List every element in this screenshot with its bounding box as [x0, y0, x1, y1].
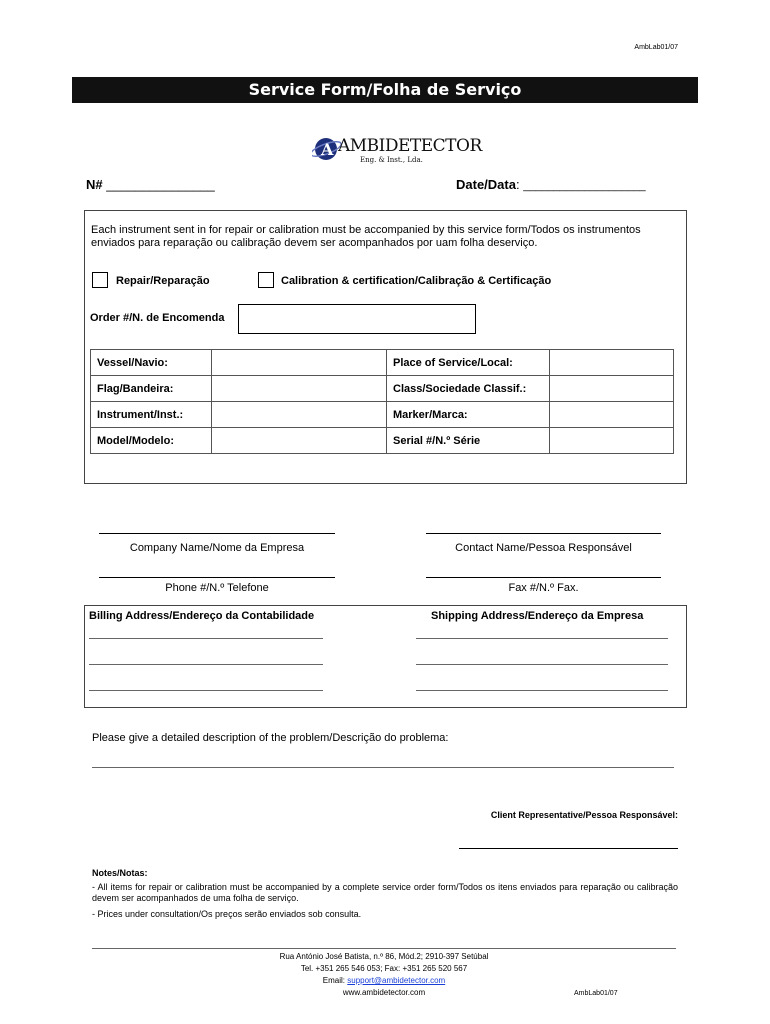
footer-email-label: Email:: [322, 976, 348, 985]
table-row: [91, 402, 674, 428]
billing-line-3[interactable]: [89, 690, 323, 691]
order-input[interactable]: [238, 304, 476, 334]
footer-address: Rua António José Batista, n.º 86, Mód.2; 2910-397 Setúbal: [279, 952, 489, 961]
problem-description-label: Please give a detailed description of the problem/Descrição do problema:: [92, 732, 449, 744]
intro-text: Each instrument sent in for repair or calibration must be accompanied by this service form/Todos os instrumentos enviados para reparação ou calibração devem ser acompanhados por uam folha deserviço.: [91, 224, 641, 249]
number-label: N#: [86, 177, 103, 192]
table-row: [91, 428, 674, 454]
problem-description-line[interactable]: [92, 767, 674, 768]
repair-checkbox[interactable]: [92, 272, 108, 288]
contact-name-line[interactable]: [426, 533, 661, 534]
instrument-label: Instrument/Inst.:: [91, 402, 212, 428]
footer-divider: [92, 948, 676, 949]
svg-text:A: A: [321, 140, 334, 159]
date-label: Date/Data: [456, 177, 516, 192]
date-value[interactable]: ____________________: [523, 180, 646, 192]
marker-label: Marker/Marca:: [387, 402, 550, 428]
billing-line-2[interactable]: [89, 664, 323, 665]
vessel-label: Vessel/Navio:: [91, 350, 212, 376]
vessel-input[interactable]: [212, 350, 387, 376]
place-of-service-input[interactable]: [550, 350, 674, 376]
calibration-label: Calibration & certification/Calibração & Certificação: [281, 275, 552, 287]
footer-email: [92, 976, 676, 985]
table-row: [91, 350, 674, 376]
form-title: Service Form/Folha de Serviço: [72, 77, 698, 103]
serial-input[interactable]: [550, 428, 674, 454]
order-label: Order #/N. de Encomenda: [90, 312, 225, 324]
class-label: Class/Sociedade Classif.:: [387, 376, 550, 402]
contact-name-label: Contact Name/Pessoa Responsável: [455, 542, 632, 554]
company-logo: [312, 132, 482, 168]
billing-address-label: Billing Address/Endereço da Contabilidade: [89, 610, 315, 622]
date-colon: :: [515, 177, 520, 192]
logo-brand: AMBIDETECTOR: [338, 136, 482, 156]
serial-label: Serial #/N.º Série: [387, 428, 550, 454]
note-1: - All items for repair or calibration must be accompanied by a complete service order form/Todos os itens enviados para reparação ou calibração devem ser acompanhados de uma folha de serviço.: [92, 882, 678, 903]
logo-tagline: Eng. & Inst., Lda.: [360, 156, 423, 164]
shipping-address-label: Shipping Address/Endereço da Empresa: [431, 610, 644, 622]
client-representative-line[interactable]: [459, 848, 678, 849]
place-of-service-label: Place of Service/Local:: [387, 350, 550, 376]
doc-code-header: AmbLab01/07: [634, 44, 678, 51]
table-row: [91, 376, 674, 402]
shipping-line-3[interactable]: [416, 690, 668, 691]
fax-label: Fax #/N.º Fax.: [508, 582, 579, 594]
date-field[interactable]: [456, 177, 646, 192]
doc-code-footer: AmbLab01/07: [574, 990, 618, 997]
phone-line[interactable]: [99, 577, 335, 578]
company-name-line[interactable]: [99, 533, 335, 534]
fax-line[interactable]: [426, 577, 661, 578]
client-representative-label: Client Representative/Pessoa Responsável:: [490, 810, 678, 820]
calibration-checkbox[interactable]: [258, 272, 274, 288]
model-input[interactable]: [212, 428, 387, 454]
repair-label: Repair/Reparação: [116, 275, 210, 287]
notes-title: Notes/Notas:: [92, 868, 148, 878]
marker-input[interactable]: [550, 402, 674, 428]
footer-email-link[interactable]: support@ambidetector.com: [347, 976, 446, 985]
phone-label: Phone #/N.º Telefone: [165, 582, 269, 594]
number-value[interactable]: _______________: [106, 177, 215, 192]
shipping-line-2[interactable]: [416, 664, 668, 665]
model-label: Model/Modelo:: [91, 428, 212, 454]
note-2: - Prices under consultation/Os preços serão enviados sob consulta.: [92, 909, 362, 919]
shipping-line-1[interactable]: [416, 638, 668, 639]
company-name-label: Company Name/Nome da Empresa: [129, 542, 305, 554]
number-field[interactable]: [86, 177, 215, 192]
footer-website[interactable]: www.ambidetector.com: [342, 988, 426, 997]
instrument-info-table: [90, 349, 674, 454]
class-input[interactable]: [550, 376, 674, 402]
instrument-input[interactable]: [212, 402, 387, 428]
flag-label: Flag/Bandeira:: [91, 376, 212, 402]
flag-input[interactable]: [212, 376, 387, 402]
billing-line-1[interactable]: [89, 638, 323, 639]
footer-tel-fax: Tel. +351 265 546 053; Fax: +351 265 520 567: [300, 964, 468, 973]
